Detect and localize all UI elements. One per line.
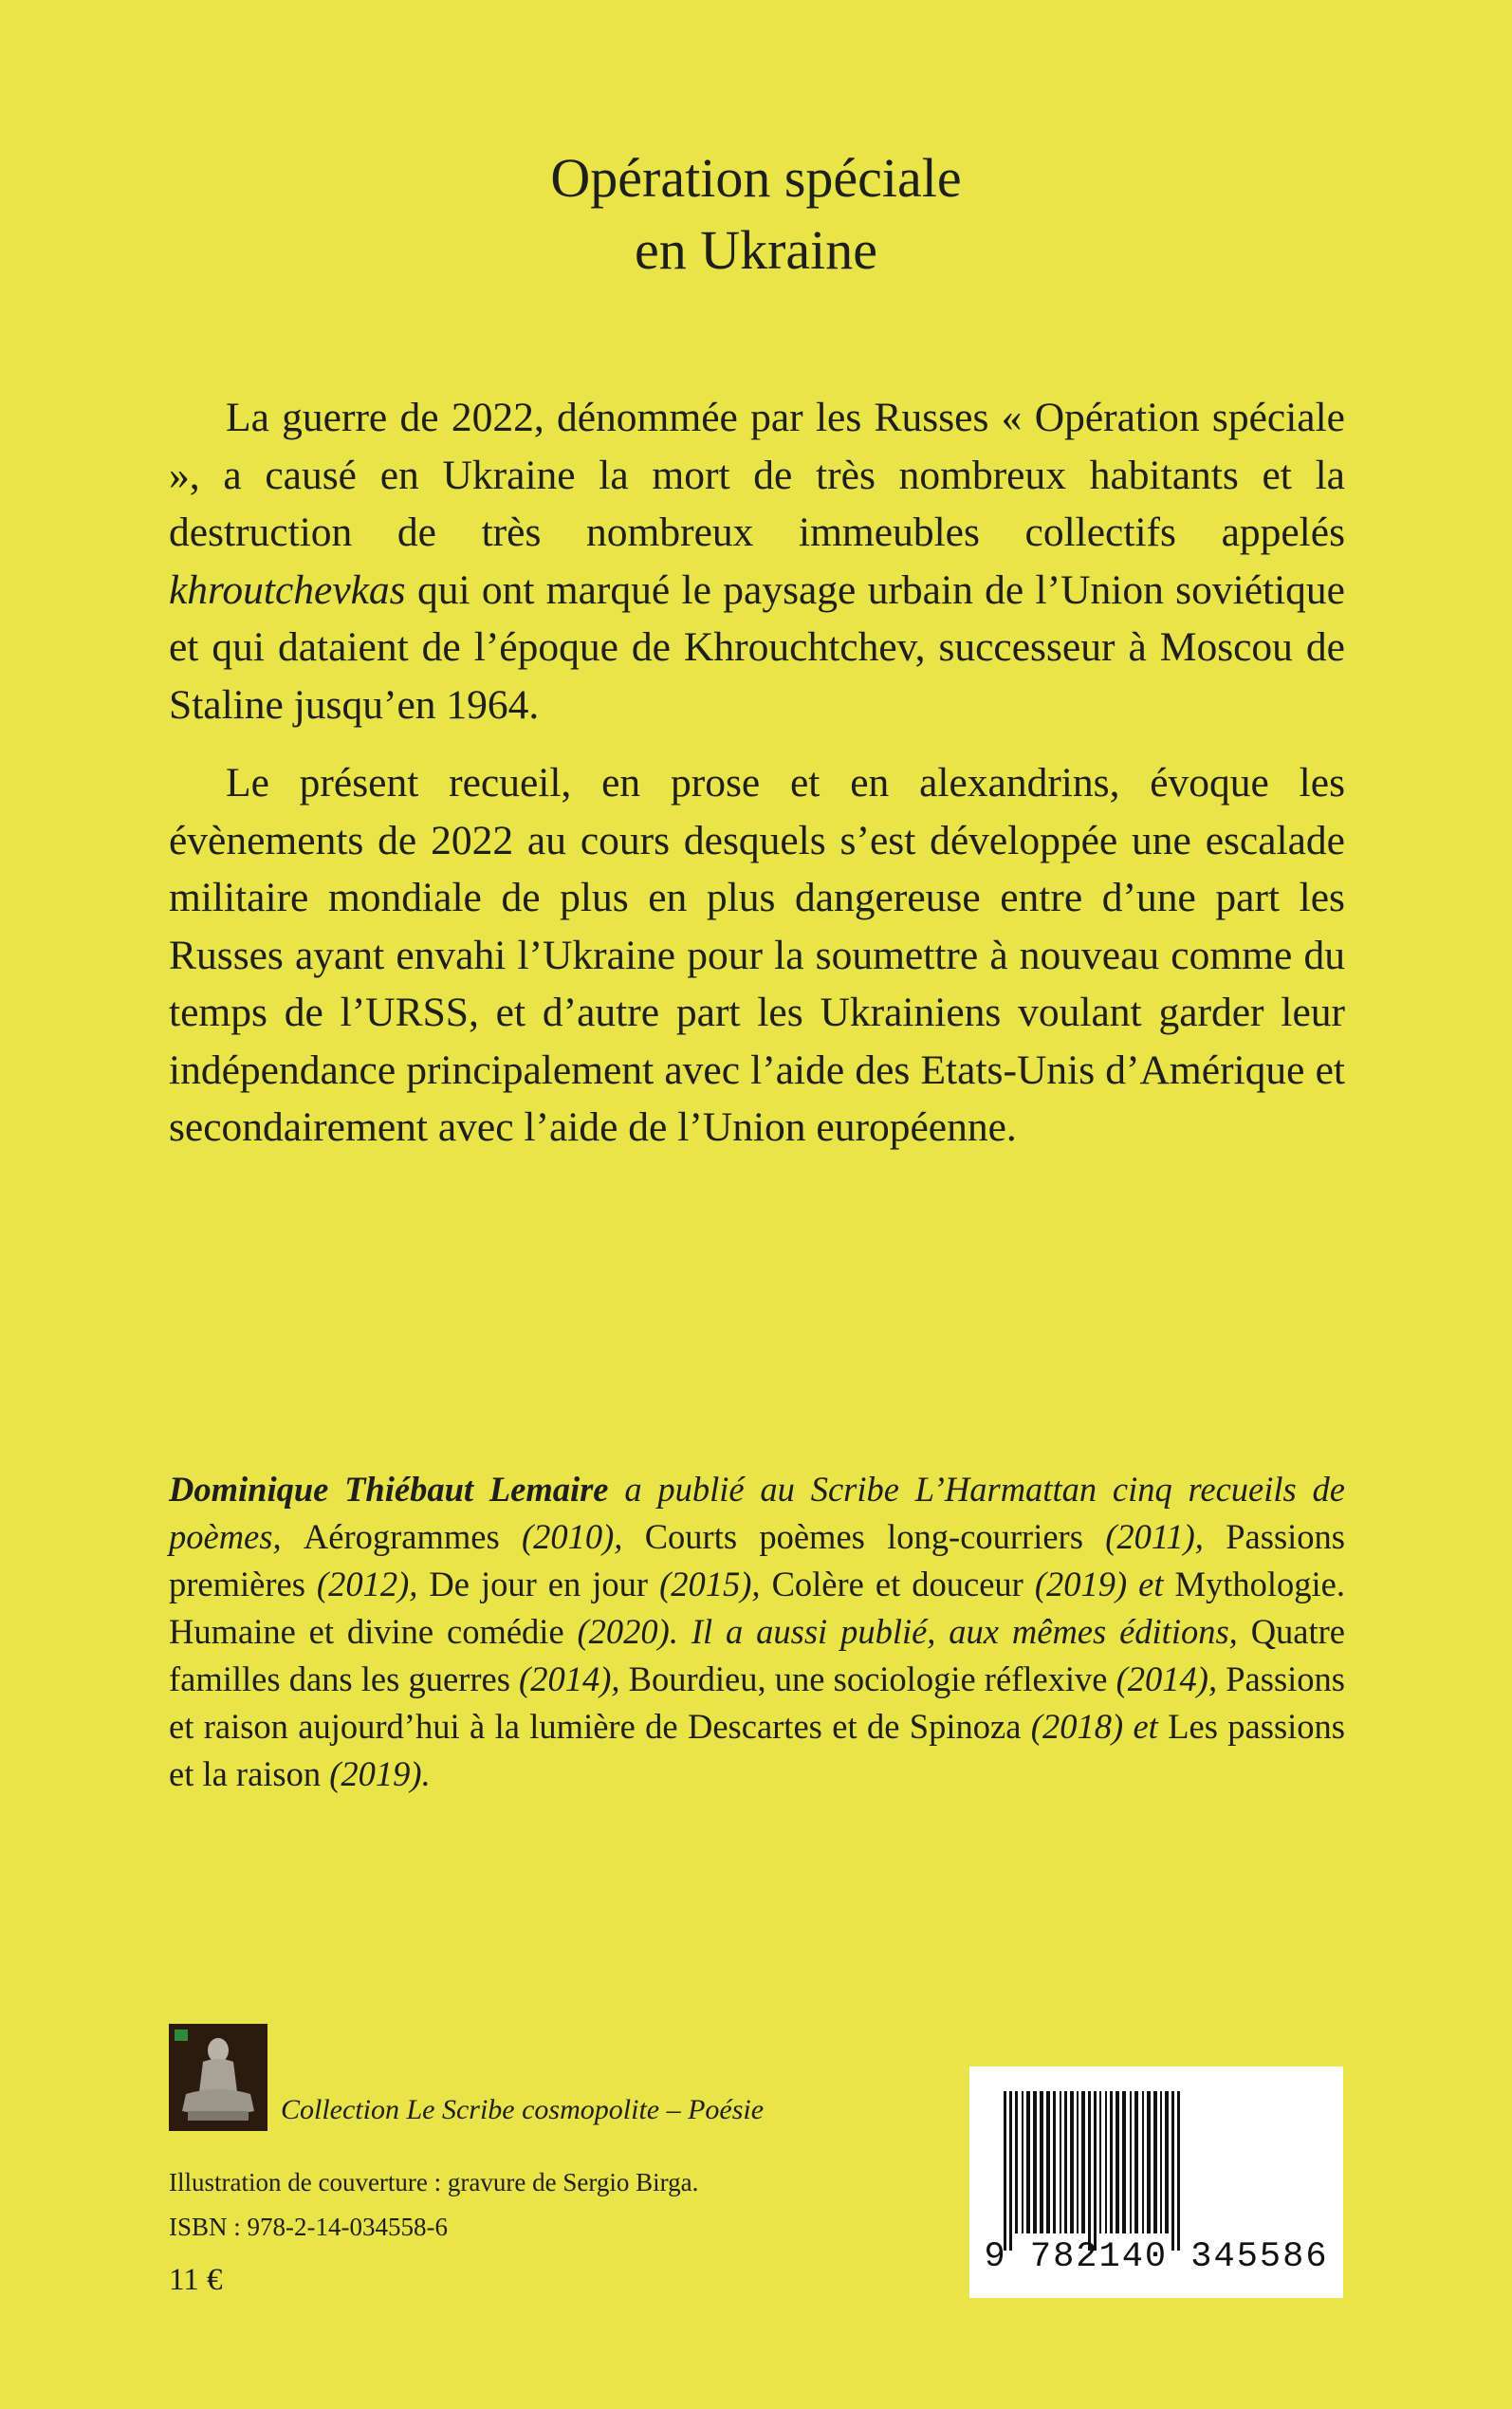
author-name: Dominique Thiébaut Lemaire (169, 1470, 609, 1509)
blurb-paragraph-1 (169, 389, 1345, 733)
blurb-paragraph-2: Le présent recueil, en prose et en alexandrins, évoque les évènements de 2022 au cours desquels s’est développée une escalade militaire mondiale de plus en plus dangereuse entre d’une part les Russes ayant envahi l’Ukraine pour la soumettre à nouveau comme du temps de l’URSS, et d’autre part les Ukrainiens voulant garder leur indépendance principalement avec l’aide des Etats-Unis d’Amérique et secondairement avec l’aide de l’Union européenne. (169, 760, 1345, 1150)
barcode-bar (1130, 2091, 1132, 2233)
barcode-bar (1177, 2091, 1180, 2251)
barcode-bar (1094, 2091, 1097, 2251)
bio-book-title: Quatre familles dans les guerres (169, 1612, 1345, 1698)
bio-book-title: Passions premières (169, 1517, 1346, 1603)
bio-book-title: Mythologie. Humaine et divine comédie (169, 1565, 1345, 1651)
bio-book-title: Bourdieu, une sociologie réflexive (628, 1659, 1108, 1698)
collection-logo (169, 2024, 267, 2131)
barcode-bar (1046, 2091, 1050, 2233)
bio-text: (2014), (509, 1659, 629, 1698)
barcode-bar (1015, 2091, 1018, 2233)
barcode-bar (1088, 2091, 1091, 2251)
bio-text: (2019) et (1023, 1565, 1175, 1603)
bio-text: (2020). Il a aussi publié, aux mêmes éditions, (563, 1612, 1251, 1651)
bio-book-title: Passions et raison aujourd’hui à la lumière de Descartes et de Spinoza (169, 1659, 1346, 1746)
blurb-p1-text-b: qui ont marqué le paysage urbain de l’Union soviétique et qui dataient de l’époque de Khrouchtchev, successeur à Moscou de Staline jusqu’en 1964. (169, 566, 1345, 728)
bio-book-title: Aérogrammes (303, 1517, 500, 1556)
bio-text: (2015), (648, 1565, 772, 1603)
barcode-bar (1004, 2091, 1006, 2251)
barcode-bar (1122, 2091, 1126, 2233)
blurb-p1-term: khroutchevkas (169, 566, 406, 613)
title-line-1: Opération spéciale (550, 147, 962, 209)
barcode-bar (1110, 2091, 1113, 2233)
barcode-bar (1147, 2091, 1151, 2233)
barcode-bar (1064, 2091, 1067, 2233)
bio-text: (2019). (321, 1754, 431, 1793)
barcode-bar (1081, 2091, 1085, 2233)
bio-text: (2010), (499, 1517, 645, 1556)
barcode-bar (1165, 2091, 1169, 2233)
illustration-credit: Illustration de couverture : gravure de Sergio Birga. (169, 2168, 699, 2196)
collection-label: Collection Le Scribe cosmopolite – Poésie (281, 2094, 765, 2125)
barcode-bar (1009, 2091, 1012, 2251)
blurb (169, 389, 1345, 1177)
barcode-bar (1022, 2091, 1023, 2233)
book-title (0, 142, 1512, 287)
blurb-p1-text-a: La guerre de 2022, dénommée par les Russes « Opération spéciale », a causé en Ukraine la mort de très nombreux habitants et la destruction de très nombreux immeubles collectifs appelés (169, 395, 1345, 555)
barcode-bar (1160, 2091, 1162, 2233)
barcode-bar (1040, 2091, 1043, 2233)
title-line-2: en Ukraine (634, 219, 878, 281)
barcode-bar (1134, 2091, 1138, 2233)
bio-text: (2018) et (1021, 1707, 1169, 1746)
barcode-bar (1077, 2091, 1079, 2233)
bio-text: (2014), (1107, 1659, 1226, 1698)
logo-flag-icon (175, 2029, 188, 2041)
author-bio-paragraph (169, 1466, 1345, 1798)
barcode-bar (1116, 2091, 1119, 2233)
bio-book-title: Les passions et la raison (169, 1707, 1346, 1793)
barcode-bar (1033, 2091, 1037, 2233)
bio-book-title: De jour en jour (429, 1565, 649, 1603)
author-bio (169, 1466, 1345, 1798)
bio-text: a publié au Scribe L’Harmattan cinq recueils de poèmes, (169, 1470, 1345, 1556)
barcode-bar (1070, 2091, 1074, 2233)
barcode-bar (1099, 2091, 1101, 2233)
barcode-bar (1171, 2091, 1174, 2251)
barcode-bar (1026, 2091, 1030, 2233)
bio-text: (2012), (304, 1565, 430, 1603)
barcode (969, 2066, 1343, 2298)
barcode-bar (1142, 2091, 1144, 2233)
bio-text: (2011), (1082, 1517, 1204, 1556)
bio-book-title: Colère et douceur (771, 1565, 1023, 1603)
bio-book-title: Courts poèmes long-courriers (644, 1517, 1083, 1556)
barcode-digits: 9 782140 345586 (984, 2237, 1329, 2277)
barcode-bar (1105, 2091, 1107, 2233)
price: 11 € (169, 2263, 223, 2297)
isbn: ISBN : 978-2-14-034558-6 (169, 2213, 448, 2241)
barcode-bar (1153, 2091, 1157, 2233)
barcode-bar (1060, 2091, 1061, 2233)
barcode-bar (1053, 2091, 1056, 2233)
